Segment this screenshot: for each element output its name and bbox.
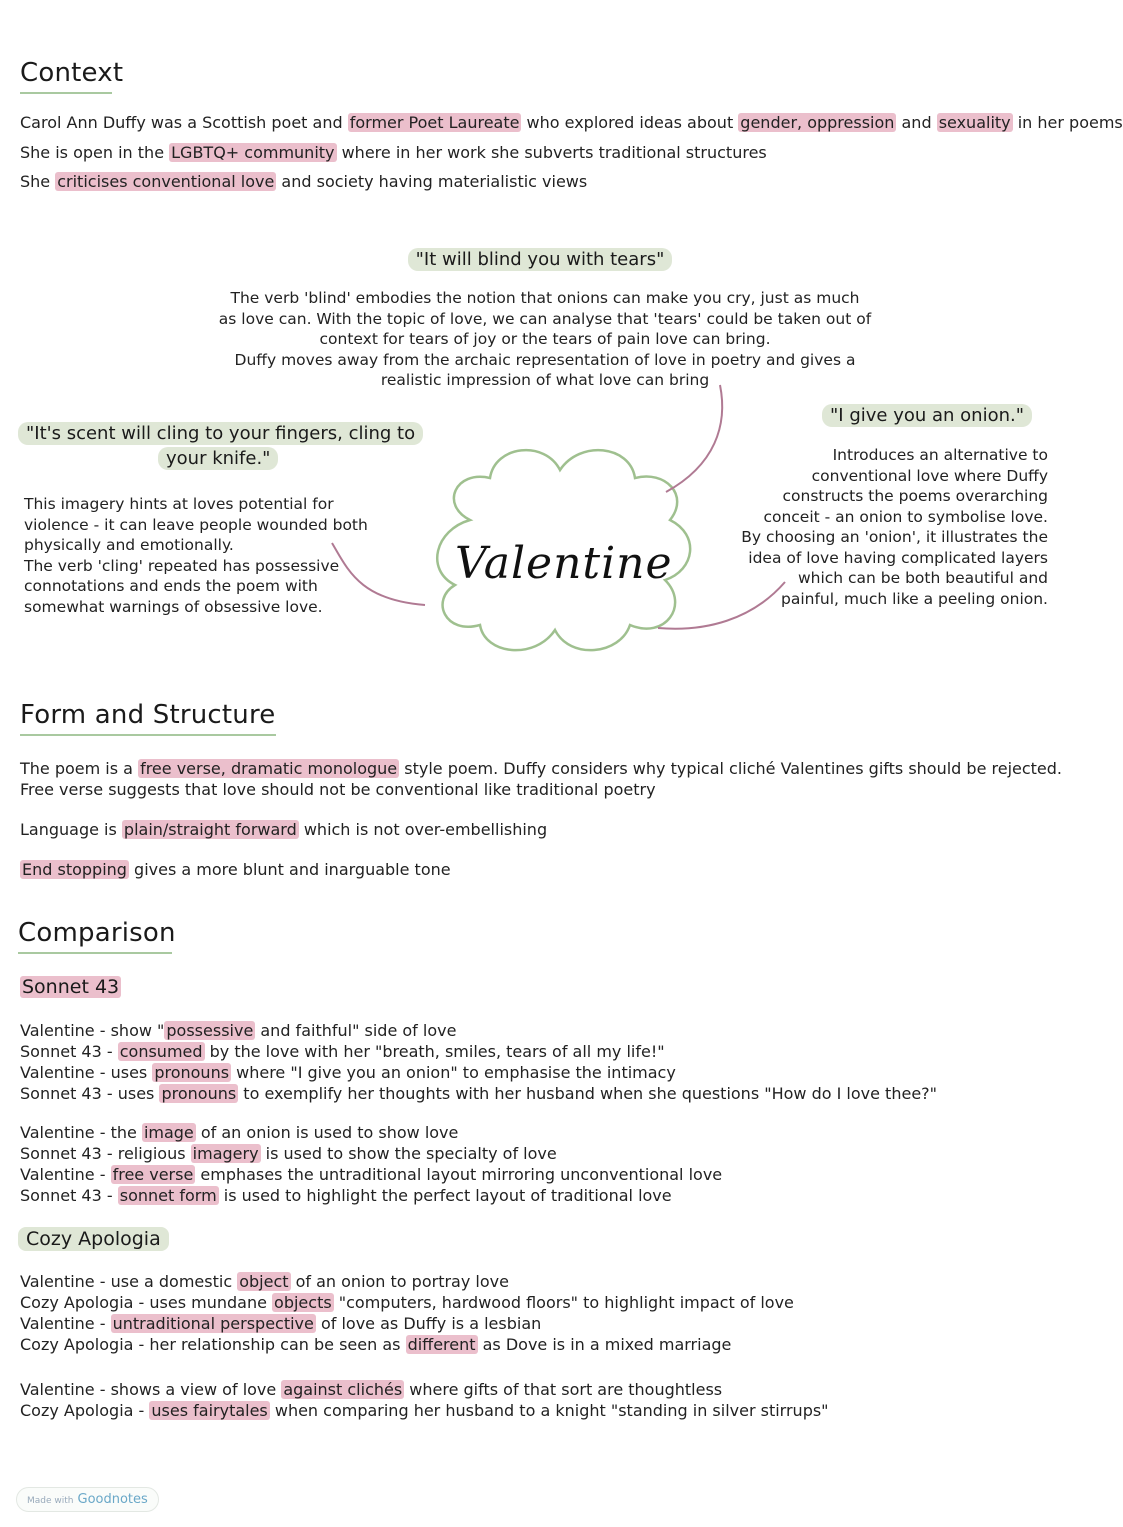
form-heading-underline xyxy=(20,734,276,736)
highlighted-text: gender, oppression xyxy=(740,113,895,132)
text-segment: as Dove is in a mixed marriage xyxy=(477,1335,732,1354)
text-line xyxy=(20,1083,937,1104)
connector-right xyxy=(658,582,785,629)
text-segment: where "I give you an onion" to emphasise the intimacy xyxy=(231,1063,676,1082)
text-line xyxy=(20,1122,722,1143)
text-segment: and xyxy=(896,113,937,132)
highlighted-text: former Poet Laureate xyxy=(349,113,520,132)
highlighted-text: different xyxy=(407,1335,476,1354)
made-with-label: Made with xyxy=(27,1496,74,1506)
text-segment: when comparing her husband to a knight "standing in silver stirrups" xyxy=(269,1401,829,1420)
text-segment: by the love with her "breath, smiles, tears of all my life!" xyxy=(204,1042,665,1061)
context-heading: Context xyxy=(20,58,124,88)
right-line: conventional love where Duffy xyxy=(811,466,1048,485)
sonnet-heading-wrap xyxy=(20,976,121,998)
text-line xyxy=(20,819,547,840)
goodnotes-brand: Goodnotes xyxy=(77,1492,148,1507)
highlighted-text: object xyxy=(239,1272,289,1291)
comparison-heading-underline xyxy=(18,952,172,954)
highlighted-text: plain/straight forward xyxy=(123,820,297,839)
comparison-heading: Comparison xyxy=(18,918,176,948)
text-segment: where gifts of that sort are thoughtless xyxy=(404,1380,723,1399)
left-quote-line-2: your knife." xyxy=(158,447,278,470)
right-line: idea of love having complicated layers xyxy=(748,548,1048,567)
highlighted-text: LGBTQ+ community xyxy=(171,142,335,162)
right-line: which can be both beautiful and xyxy=(797,569,1048,587)
text-segment: and society having materialistic views xyxy=(276,172,588,192)
highlighted-text: possessive xyxy=(166,1021,254,1040)
form-paragraph-2 xyxy=(20,819,547,840)
text-segment: "computers, hardwood floors" to highlight impact of love xyxy=(333,1293,794,1312)
top-quote: "It will blind you with tears" xyxy=(408,248,673,271)
text-line xyxy=(20,758,1062,779)
text-segment: of an onion is used to show love xyxy=(195,1123,459,1142)
text-segment: Valentine - xyxy=(20,1165,111,1184)
text-segment: Valentine - the xyxy=(20,1123,142,1142)
valentine-title: Valentine xyxy=(455,538,673,589)
top-line: realistic impression of what love can bring xyxy=(380,371,710,389)
highlighted-text: image xyxy=(143,1123,194,1142)
text-segment: Sonnet 43 - uses xyxy=(20,1084,160,1103)
left-line: somewhat warnings of obsessive love. xyxy=(24,597,323,616)
text-line xyxy=(20,859,451,880)
left-line: This imagery hints at loves potential for xyxy=(24,495,334,513)
text-segment: to exemplify her thoughts with her husband when she questions "How do I love thee?" xyxy=(238,1084,938,1103)
text-segment: Sonnet 43 - xyxy=(20,1042,118,1061)
highlighted-text: sonnet form xyxy=(119,1186,217,1205)
highlighted-text: End stopping xyxy=(22,860,127,879)
text-segment: Valentine - show " xyxy=(20,1021,165,1040)
right-line: constructs the poems overarching xyxy=(782,487,1048,505)
highlighted-text: criticises conventional love xyxy=(57,172,275,192)
highlighted-text: against clichés xyxy=(283,1380,403,1399)
highlighted-text: consumed xyxy=(119,1042,203,1061)
text-segment: Cozy Apologia - xyxy=(20,1401,150,1420)
text-segment: Valentine - uses xyxy=(20,1063,153,1082)
left-line: The verb 'cling' repeated has possessive xyxy=(24,556,340,575)
text-line xyxy=(20,1185,722,1206)
text-line xyxy=(20,1020,937,1041)
top-line: Duffy moves away from the archaic representation of love in poetry and gives a xyxy=(234,350,856,369)
text-segment: gives a more blunt and inarguable tone xyxy=(128,860,451,879)
sonnet-group-2 xyxy=(20,1122,722,1206)
text-segment: Cozy Apologia - her relationship can be seen as xyxy=(20,1335,406,1354)
cozy-heading-wrap xyxy=(18,1228,169,1250)
text-segment: who explored ideas about xyxy=(521,113,739,132)
text-line xyxy=(20,1292,794,1313)
cozy-group-1 xyxy=(20,1271,794,1355)
highlighted-text: objects xyxy=(274,1293,332,1312)
right-quote: "I give you an onion." xyxy=(822,404,1032,427)
text-segment: of an onion to portray love xyxy=(290,1272,509,1291)
text-line xyxy=(20,1164,722,1185)
goodnotes-badge xyxy=(16,1487,159,1512)
right-line: By choosing an 'onion', it illustrates the xyxy=(741,528,1048,546)
highlighted-text: pronouns xyxy=(161,1084,237,1103)
text-segment: Carol Ann Duffy was a Scottish poet and xyxy=(20,113,348,132)
sonnet-heading: Sonnet 43 xyxy=(22,976,120,998)
text-segment: Sonnet 43 - religious xyxy=(20,1144,191,1163)
text-segment: where in her work she subverts traditional structures xyxy=(336,142,767,162)
left-line: violence - it can leave people wounded both xyxy=(24,515,368,534)
highlighted-text: imagery xyxy=(192,1144,259,1163)
text-line xyxy=(20,1313,794,1334)
cozy-group-2 xyxy=(20,1379,829,1421)
text-segment: She xyxy=(20,172,56,192)
highlighted-text: pronouns xyxy=(154,1063,230,1082)
text-line xyxy=(20,1400,829,1421)
cozy-heading: Cozy Apologia xyxy=(18,1227,169,1251)
left-line: connotations and ends the poem with xyxy=(24,577,318,595)
form-paragraph-3 xyxy=(20,859,451,880)
text-line xyxy=(20,1379,829,1400)
text-segment: emphases the untraditional layout mirroring unconventional love xyxy=(195,1165,723,1184)
text-segment: Language is xyxy=(20,820,122,839)
form-paragraph-1 xyxy=(20,758,1062,800)
text-line xyxy=(20,1041,937,1062)
right-line: Introduces an alternative to xyxy=(832,446,1048,464)
highlighted-text: untraditional perspective xyxy=(112,1314,314,1333)
text-segment: which is not over-embellishing xyxy=(298,820,548,839)
text-line xyxy=(20,1062,937,1083)
left-line: physically and emotionally. xyxy=(24,536,234,554)
text-line xyxy=(20,779,1062,800)
text-segment: Valentine - use a domestic xyxy=(20,1272,238,1291)
highlighted-text: uses fairytales xyxy=(151,1401,268,1420)
form-heading: Form and Structure xyxy=(20,700,276,730)
highlighted-text: free verse, dramatic monologue xyxy=(140,759,398,778)
top-line: as love can. With the topic of love, we can analyse that 'tears' could be taken out of xyxy=(218,309,872,328)
right-line: painful, much like a peeling onion. xyxy=(781,589,1048,608)
text-segment: Sonnet 43 - xyxy=(20,1186,118,1205)
text-segment: style poem. Duffy considers why typical cliché Valentines gifts should be rejected. xyxy=(399,759,1063,778)
connector-left xyxy=(332,543,425,605)
highlighted-text: free verse xyxy=(112,1165,194,1184)
text-segment: is used to show the specialty of love xyxy=(260,1144,557,1163)
text-segment: is used to highlight the perfect layout of traditional love xyxy=(218,1186,672,1205)
highlighted-text: sexuality xyxy=(938,113,1011,132)
text-segment: in her poems xyxy=(1012,113,1123,132)
text-segment: She is open in the xyxy=(20,142,170,162)
right-line: conceit - an onion to symbolise love. xyxy=(763,507,1048,526)
text-segment: of love as Duffy is a lesbian xyxy=(315,1314,542,1333)
top-line: The verb 'blind' embodies the notion that onions can make you cry, just as much xyxy=(230,289,860,307)
mindmap-drawing xyxy=(0,0,1080,720)
text-segment: and faithful" side of love xyxy=(255,1021,457,1040)
text-segment: Valentine - shows a view of love xyxy=(20,1380,282,1399)
text-line xyxy=(20,1334,794,1355)
text-segment: Cozy Apologia - uses mundane xyxy=(20,1293,273,1312)
left-quote-line-1: "It's scent will cling to your fingers, cling to xyxy=(18,422,423,445)
top-line: context for tears of joy or the tears of pain love can bring. xyxy=(319,330,771,348)
text-segment: Free verse suggests that love should not be conventional like traditional poetry xyxy=(20,780,656,799)
sonnet-group-1 xyxy=(20,1020,937,1104)
text-segment: Valentine - xyxy=(20,1314,111,1333)
text-segment: The poem is a xyxy=(20,759,139,778)
text-line xyxy=(20,1143,722,1164)
text-line xyxy=(20,1271,794,1292)
connector-top xyxy=(666,385,722,492)
